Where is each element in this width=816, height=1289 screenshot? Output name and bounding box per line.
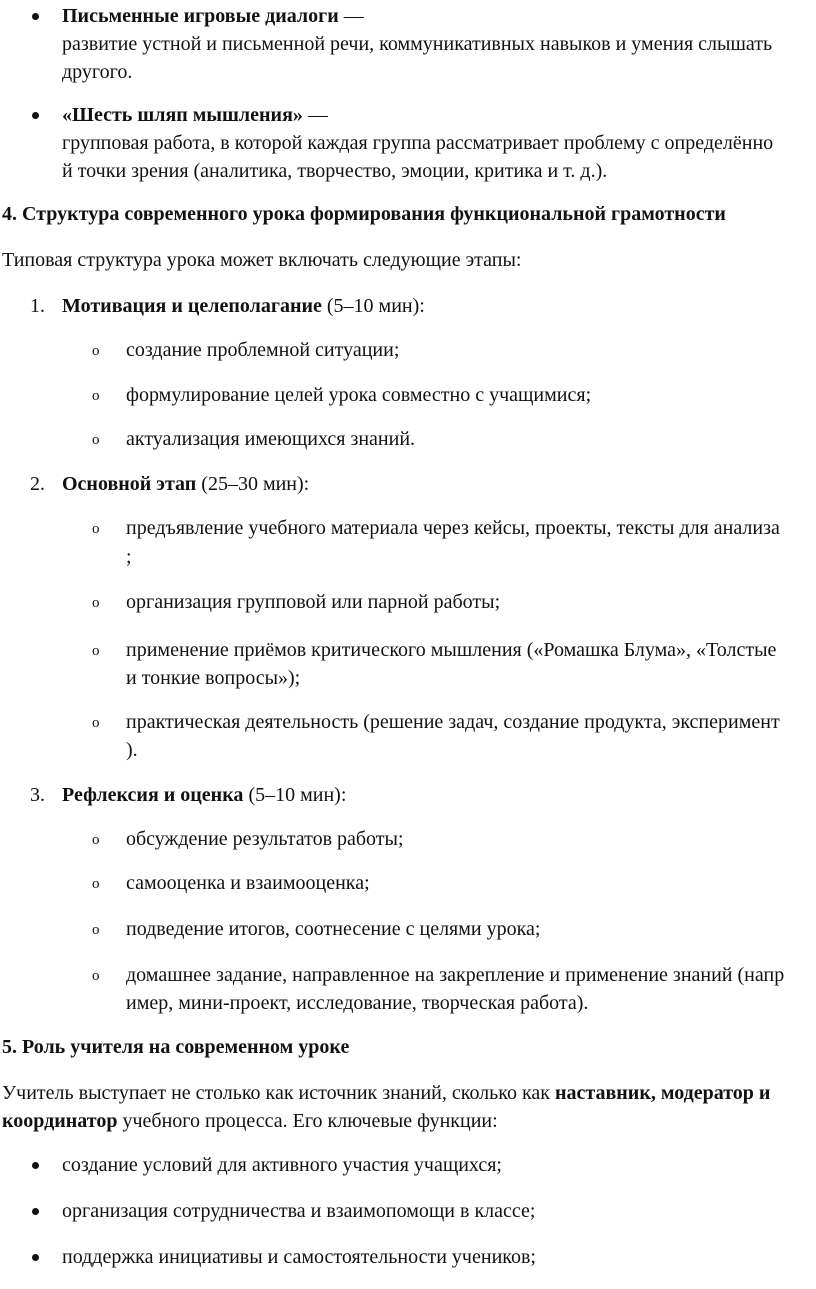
list-item-text: ; xyxy=(126,546,132,568)
paragraph: Типовая структура урока может включать следующие этапы: xyxy=(2,249,522,271)
circle-bullet: o xyxy=(92,388,100,404)
circle-bullet: o xyxy=(92,876,100,892)
bullet-dot xyxy=(32,1162,39,1169)
list-item-title: «Шесть шляп мышления» — xyxy=(62,104,328,126)
list-item-text: ). xyxy=(126,739,138,761)
bullet-dot xyxy=(32,112,39,119)
stage-title: Основной этап (25–30 мин): xyxy=(62,473,310,495)
list-item-text: создание проблемной ситуации; xyxy=(126,339,400,361)
list-item-text: самооценка и взаимооценка; xyxy=(126,872,370,894)
list-item-text: подведение итогов, соотнесение с целями урока; xyxy=(126,918,541,940)
stage-title: Мотивация и целеполагание (5–10 мин): xyxy=(62,295,425,317)
circle-bullet: o xyxy=(92,432,100,448)
circle-bullet: o xyxy=(92,343,100,359)
list-item-text: поддержка инициативы и самостоятельности учеников; xyxy=(62,1246,536,1268)
list-item-text: практическая деятельность (решение задач, создание продукта, эксперимент xyxy=(126,711,780,733)
list-item-text: организация сотрудничества и взаимопомощи в классе; xyxy=(62,1200,536,1222)
bullet-dot xyxy=(32,1208,39,1215)
paragraph: координатор учебного процесса. Его ключевые функции: xyxy=(2,1110,498,1132)
list-item-text: создание условий для активного участия учащихся; xyxy=(62,1154,502,1176)
stage-title: Рефлексия и оценка (5–10 мин): xyxy=(62,784,347,806)
section-heading: 5. Роль учителя на современном уроке xyxy=(2,1036,350,1058)
circle-bullet: o xyxy=(92,715,100,731)
list-number: 3. xyxy=(30,784,45,806)
circle-bullet: o xyxy=(92,968,100,984)
list-number: 1. xyxy=(30,295,45,317)
list-number: 2. xyxy=(30,473,45,495)
paragraph: Учитель выступает не столько как источник знаний, сколько как наставник, модератор и xyxy=(2,1082,771,1104)
list-item-text: актуализация имеющихся знаний. xyxy=(126,428,416,450)
list-item-text: имер, мини-проект, исследование, творческая работа). xyxy=(126,992,589,1014)
list-item-text: домашнее задание, направленное на закрепление и применение знаний (напр xyxy=(126,964,785,986)
list-item-text: другого. xyxy=(62,61,133,83)
list-item-text: применение приёмов критического мышления («Ромашка Блума», «Толстые xyxy=(126,639,777,661)
list-item-text: обсуждение результатов работы; xyxy=(126,828,404,850)
section-heading: 4. Структура современного урока формирования функциональной грамотности xyxy=(2,203,726,225)
list-item-text: групповая работа, в которой каждая группа рассматривает проблему с определённо xyxy=(62,132,774,154)
circle-bullet: o xyxy=(92,832,100,848)
list-item-text: развитие устной и письменной речи, коммуникативных навыков и умения слышать xyxy=(62,33,773,55)
list-item-title: Письменные игровые диалоги — xyxy=(62,5,364,27)
circle-bullet: o xyxy=(92,643,100,659)
circle-bullet: o xyxy=(92,521,100,537)
list-item-text: организация групповой или парной работы; xyxy=(126,591,501,613)
bullet-dot xyxy=(32,1254,39,1261)
circle-bullet: o xyxy=(92,595,100,611)
list-item-text: формулирование целей урока совместно с учащимися; xyxy=(126,384,592,406)
circle-bullet: o xyxy=(92,922,100,938)
list-item-text: предъявление учебного материала через кейсы, проекты, тексты для анализа xyxy=(126,517,780,539)
bullet-dot xyxy=(32,13,39,20)
list-item-text: и тонкие вопросы»); xyxy=(126,667,301,689)
list-item-text: й точки зрения (аналитика, творчество, эмоции, критика и т. д.). xyxy=(62,160,608,182)
